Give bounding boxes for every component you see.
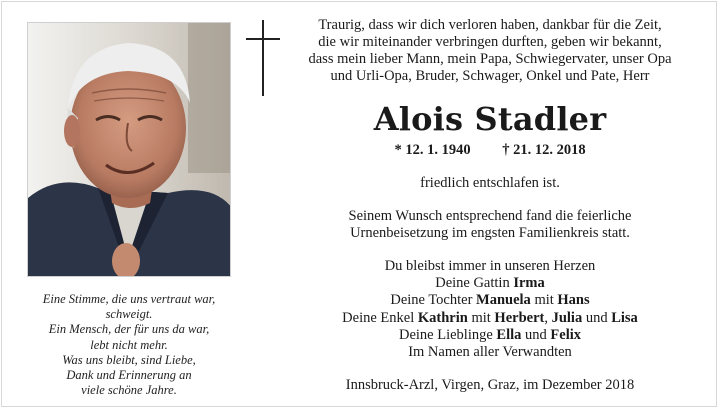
passed-peacefully-text: friedlich entschlafen ist. (420, 175, 560, 191)
daughter-partner-name: Hans (557, 292, 590, 309)
life-dates (280, 141, 700, 159)
family-list (280, 258, 700, 361)
grandchild-name: Lisa (611, 309, 638, 326)
intro-paragraph (280, 17, 700, 85)
relatives-line: Im Namen aller Verwandten (408, 344, 572, 361)
heart-line: Du bleibst immer in unseren Herzen (384, 258, 596, 274)
intro-line: Traurig, dass wir dich verloren haben, dankbar für die Zeit, (318, 17, 662, 33)
burial-note-line: Urnenbeisetzung im engsten Familienkreis statt. (350, 225, 630, 241)
birth-date: * 12. 1. 1940 (394, 142, 471, 158)
burial-note (280, 208, 700, 242)
intro-line: die wir miteinander verbringen durften, geben wir bekannt, (318, 34, 662, 50)
deceased-name: Alois Stadler (373, 100, 607, 138)
poem-line: Ein Mensch, der für uns da war, (48, 322, 210, 337)
portrait-photo (27, 22, 231, 277)
grandchild-partner-name: Herbert (494, 309, 545, 326)
favorite-name: Felix (550, 326, 582, 343)
favorites-connector: und (521, 326, 551, 343)
cross-icon (246, 20, 280, 96)
poem-line: viele schöne Jahre. (81, 383, 177, 398)
grandchild-name: Kathrin (417, 309, 468, 326)
daughter-line (280, 292, 700, 309)
intro-line: dass mein lieber Mann, mein Papa, Schwiegervater, unser Opa (308, 51, 672, 67)
death-date: † 21. 12. 2018 (502, 142, 586, 158)
place-and-date: Innsbruck-Arzl, Virgen, Graz, im Dezember 2018 (345, 377, 635, 393)
grandchildren-connector: mit (467, 309, 495, 326)
favorites-line (280, 327, 700, 344)
poem-line: lebt nicht mehr. (90, 337, 168, 352)
wife-line (280, 275, 700, 292)
daughter-connector: mit (530, 292, 558, 309)
grandchildren-line (280, 310, 700, 327)
wife-name: Irma (513, 275, 545, 292)
favorites-prefix: Deine Lieblinge (398, 326, 497, 343)
intro-line: und Urli-Opa, Bruder, Schwager, Onkel und Pate, Herr (330, 68, 650, 84)
wife-prefix: Deine Gattin (435, 275, 514, 292)
favorite-name: Ella (496, 326, 522, 343)
grandchild-name: Julia (551, 309, 583, 326)
daughter-prefix: Deine Tochter (390, 292, 477, 309)
burial-note-line: Seinem Wunsch entsprechend fand die feierliche (348, 208, 632, 224)
poem-line: Eine Stimme, die uns vertraut war, (42, 292, 216, 306)
poem-line: schweigt. (105, 307, 153, 322)
grandchildren-connector: und (582, 309, 612, 326)
memorial-poem (20, 292, 238, 398)
poem-line: Dank und Erinnerung an (66, 368, 192, 383)
grandchildren-separator: , (544, 309, 552, 326)
grandchildren-prefix: Deine Enkel (342, 309, 418, 326)
poem-line: Was uns bleibt, sind Liebe, (62, 352, 196, 367)
daughter-name: Manuela (476, 292, 531, 309)
